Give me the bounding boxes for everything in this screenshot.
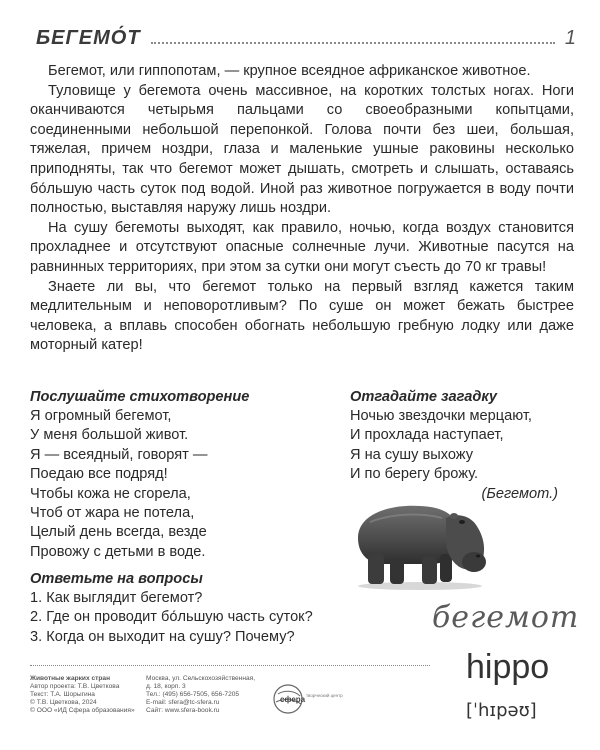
riddle-section [350,388,580,504]
logo-text: сфера [280,695,306,704]
questions-title: Ответьте на вопросы [30,571,203,587]
poem-line: Чтоб от жара не потела, [30,505,195,522]
russian-word-cursive: бегемот [432,600,580,635]
questions-section [30,570,370,647]
riddle-line: Ночью звездочки мерцают, [350,408,532,424]
hippo-illustration [350,492,492,592]
paragraph: Туловище у бегемота очень массивное, на коротких толстых ногах. Ноги оканчиваются четырьмя пальцами со своеобразными копытцами, соединенными небольшой перепонкой. Голова почти без шеи, большая, тяжелая, причем ноздри, глаза и маленькие ушные раковины несколько приподняты, так что бегемот может дышать, смотреть и слышать, оставаясь бо́льшую часть суток под водой. Иной раз животное погружается в воду почти полностью, выставляя наружу лишь ноздри. [30,82,574,217]
paragraph: Знаете ли вы, что бегемот только на первый взгляд кажется таким медлительным и неповоротливым? По суше он может бежать быстрее человека, а вплавь способен обогнать небольшую гребную лодку или даже моторный катер! [30,278,574,354]
paragraph: Бегемот, или гиппопотам, — крупное всеядное африканское животное. [48,63,531,79]
poem-line: Я — всеядный, говорят — [30,446,208,463]
riddle-answer: (Бегемот.) [481,485,558,502]
footer-line: д. 18, корп. 3 [146,683,186,690]
footer-line: Автор проекта: Т.В. Цветкова [30,683,120,690]
question-item: 1. Как выглядит бегемот? [30,590,203,606]
poem-section [30,388,330,562]
riddle-line: Я на сушу выхожу [350,446,474,463]
footer-line: © Т.В. Цветкова, 2024 [30,699,97,706]
poem-line: Провожу с детьми в воде. [30,543,206,560]
footer-series-title: Животные жарких стран [30,675,111,682]
riddle-line: И прохлада наступает, [350,427,504,444]
footer-contacts [146,675,276,715]
article-text [30,62,574,356]
publisher-logo [272,682,350,716]
english-transcription: [ˈhɪpəʊ] [466,700,537,721]
poem-line: Поедаю все подряд! [30,466,168,483]
footer-line: Сайт: www.sfera-book.ru [146,707,220,714]
footer-line: E-mail: sfera@tc-sfera.ru [146,699,220,706]
footer-line: Текст: Т.А. Шорыгина [30,691,95,698]
english-word: hippo [466,648,550,686]
footer-divider [30,665,430,666]
footer-line: © ООО «ИД Сфера образования» [30,707,135,714]
question-item: 2. Где он проводит бо́льшую часть суток? [30,609,313,626]
poem-line: Целый день всегда, везде [30,524,207,541]
question-item: 3. Когда он выходит на сушу? Почему? [30,628,295,645]
riddle-title: Отгадайте загадку [350,389,498,405]
logo-subtext: творческий центр [306,693,343,698]
footer-line: Москва, ул. Сельскохозяйственная, [146,675,256,682]
poem-line: У меня большой живот. [30,427,189,444]
footer-line: Тел.: (495) 656-7505, 656-7205 [146,691,240,698]
paragraph: На сушу бегемоты выходят, как правило, ночью, когда воздух становится прохладнее и отсутствуют опасные солнечные лучи. Животные пасутся на равнинных территориях, при этом за сутки они могут съесть до 70 кг травы! [30,219,574,275]
riddle-line: И по берегу брожу. [350,466,479,483]
poem-title: Послушайте стихотворение [30,389,250,405]
page-title: БЕГЕМО́Т [36,27,141,49]
header-dotted-leader [151,42,555,44]
poem-line: Чтобы кожа не сгорела, [30,485,191,502]
poem-line: Я огромный бегемот, [30,408,172,424]
page-header [36,16,576,50]
footer-credits [30,675,140,715]
page-number: 1 [564,27,576,49]
